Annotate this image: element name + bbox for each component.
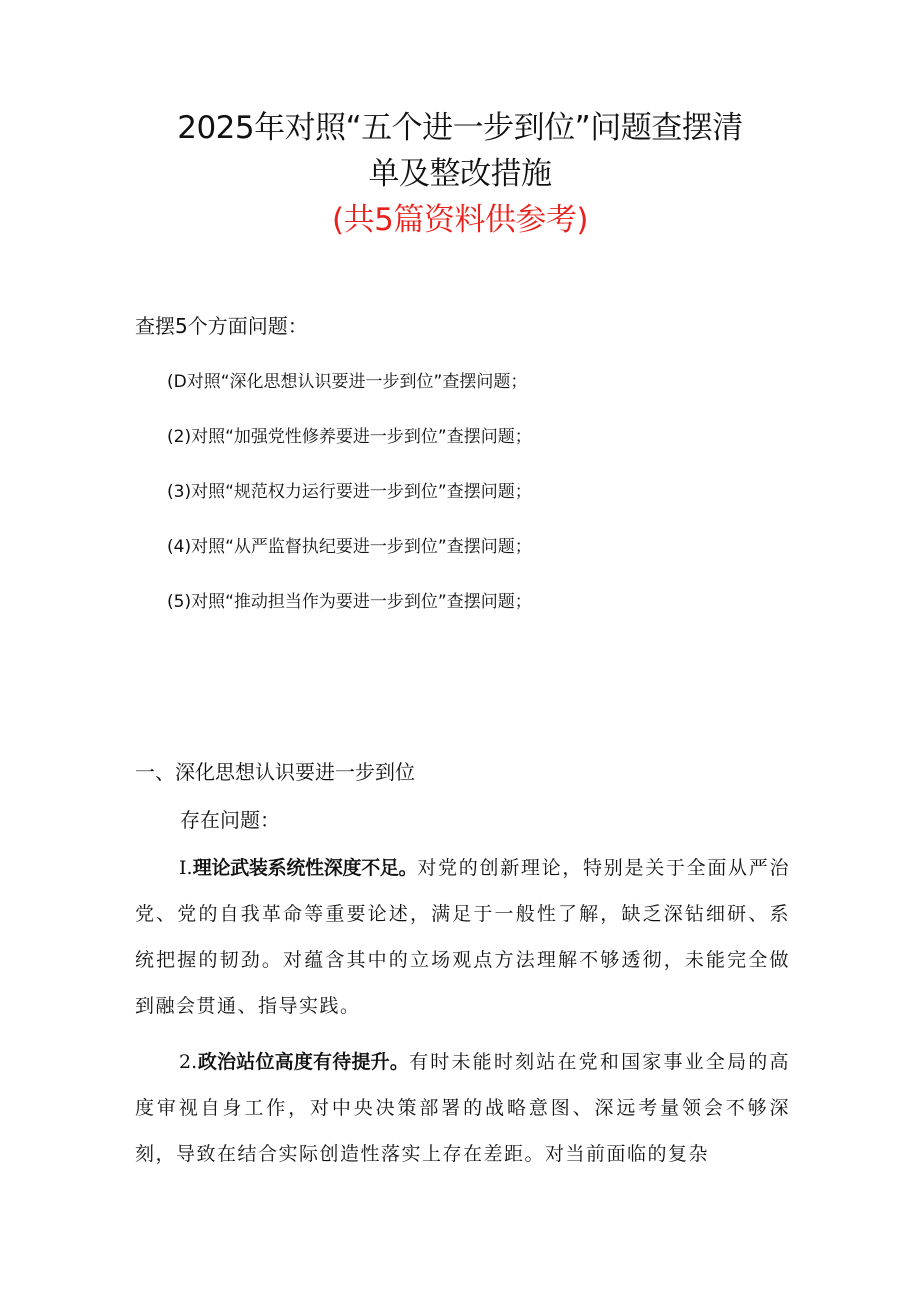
document-title-line-1: 2025年对照“五个进一步到位”问题查摆清 — [177, 110, 743, 146]
paragraph — [135, 845, 790, 1029]
paragraph-body: 对党的创新理论，特别是关于全面从严治党、党的自我革命等重要论述，满足于一般性了解，缺乏深钻细研、系统把握的韧劲。对蕴含其中的立场观点方法理解不够透彻，未能完全做到融会贯通、指导实践。 — [135, 857, 790, 1017]
paragraph-lead — [179, 1051, 409, 1073]
paragraph-lead — [179, 857, 417, 879]
problem-list — [167, 365, 532, 640]
paragraph-lead-text: 理论武装系统性深度不足。 — [192, 857, 418, 879]
list-item: (4)对照“从严监督执纪要进一步到位”查摆问题； — [167, 537, 532, 557]
paragraph — [135, 1039, 790, 1177]
intro-text: 查摆5个方面问题： — [135, 314, 308, 338]
paragraph-lead-text: 政治站位高度有待提升。 — [197, 1051, 410, 1073]
list-item: (3)对照“规范权力运行要进一步到位”查摆问题； — [167, 482, 532, 502]
paragraph-body: 有时未能时刻站在党和国家事业全局的高度审视自身工作，对中央决策部署的战略意图、深远考量领会不够深刻，导致在结合实际创造性落实上存在差距。对当前面临的复杂 — [135, 1051, 790, 1165]
list-item: (5)对照“推动担当作为要进一步到位”查摆问题； — [167, 592, 532, 612]
document-subtitle: (共5篇资料供参考) — [332, 202, 588, 238]
section-heading: 一、深化思想认识要进一步到位 — [135, 760, 415, 784]
paragraph-number: 2. — [179, 1051, 198, 1073]
document-title-line-2: 单及整改措施 — [368, 156, 552, 192]
section-subheading: 存在问题： — [180, 808, 280, 832]
list-item: (D对照“深化思想认识要进一步到位”查摆问题； — [167, 372, 528, 392]
list-item: (2)对照“加强党性修养要进一步到位”查摆问题； — [167, 427, 532, 447]
paragraph-number: I. — [179, 857, 193, 879]
